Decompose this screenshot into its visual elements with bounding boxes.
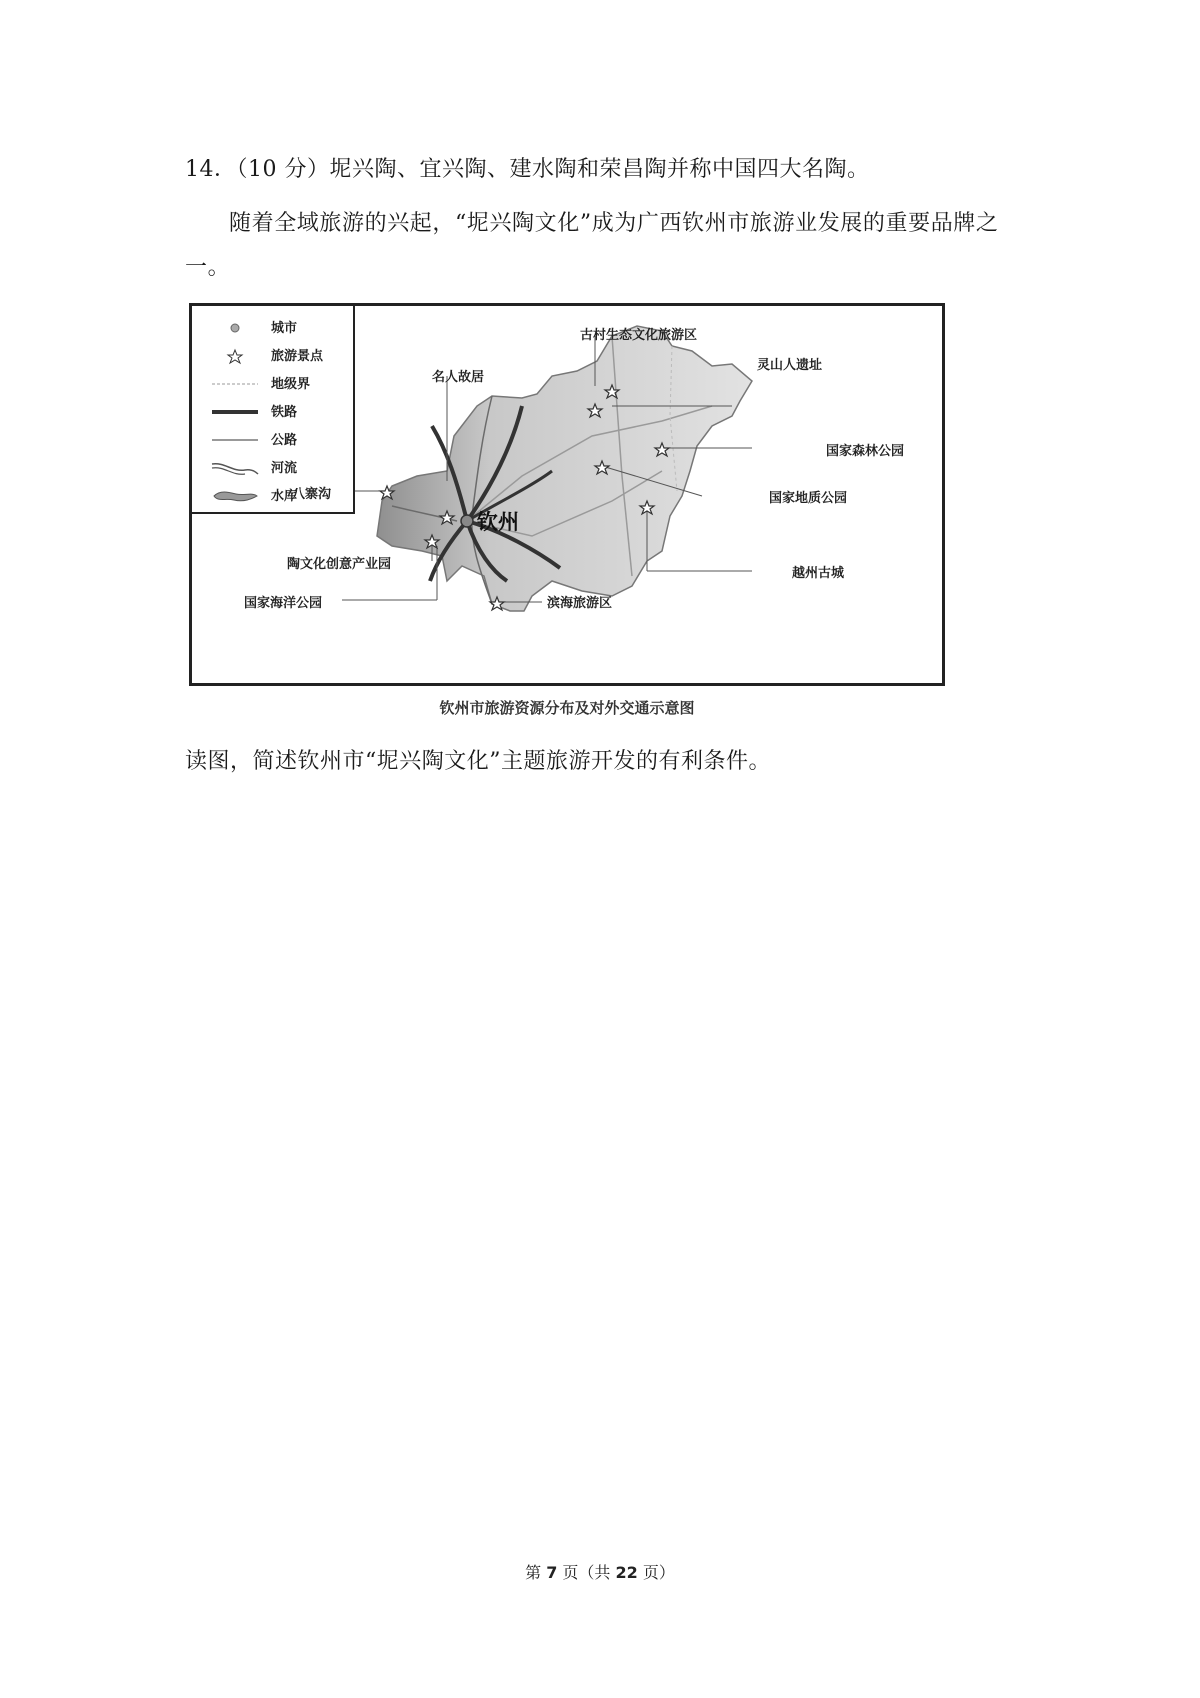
map-figure — [189, 303, 945, 686]
question-number: 14． — [185, 157, 237, 182]
question-intro-line — [185, 152, 870, 183]
legend-label: 河流 — [271, 461, 298, 476]
city-dot — [461, 515, 473, 527]
question-points: （10 分） — [236, 157, 330, 182]
legend-label: 水库 — [271, 489, 298, 504]
legend-item-railway — [192, 398, 352, 426]
context-paragraph: 随着全域旅游的兴起，“坭兴陶文化”成为广西钦州市旅游业发展的重要品牌之一。 — [185, 211, 999, 280]
city-label: 钦州 — [477, 510, 519, 534]
scenic-star-icon — [210, 344, 260, 368]
legend-item-scenic — [192, 342, 352, 370]
legend-item-river — [192, 454, 352, 482]
footer-suffix: 页） — [642, 1563, 675, 1582]
figure-caption: 钦州市旅游资源分布及对外交通示意图 — [439, 699, 695, 717]
question-prompt: 读图，简述钦州市“坭兴陶文化”主题旅游开发的有利条件。 — [185, 749, 771, 774]
legend-label: 公路 — [271, 433, 298, 448]
footer-prefix: 第 — [525, 1563, 542, 1582]
legend-item-highway — [192, 426, 352, 454]
legend-label: 城市 — [271, 321, 298, 336]
legend-item-city — [192, 314, 352, 342]
label-ancient-village: 古村生态文化旅游区 — [580, 328, 698, 343]
page-total: 22 — [615, 1563, 638, 1582]
label-pottery-park: 陶文化创意产业园 — [287, 557, 392, 572]
reservoir-shape-icon — [210, 484, 260, 508]
legend-label: 铁路 — [271, 405, 298, 420]
page-number: 7 — [546, 1563, 558, 1582]
boundary-line-icon — [210, 372, 260, 396]
label-coastal-area: 滨海旅游区 — [547, 596, 613, 611]
label-marine-park: 国家海洋公园 — [244, 596, 323, 611]
label-yuezhou-city: 越州古城 — [792, 566, 845, 581]
railway-line-icon — [210, 400, 260, 424]
legend-label: 地级界 — [271, 377, 311, 392]
legend-item-boundary — [192, 370, 352, 398]
page-footer — [0, 1560, 1200, 1583]
label-former-residence: 名人故居 — [432, 370, 485, 385]
label-bazhaigou: 八寨沟 — [292, 487, 332, 502]
label-geo-park: 国家地质公园 — [769, 491, 848, 506]
label-lingshan-ruins: 灵山人遗址 — [757, 358, 823, 373]
legend-label: 旅游景点 — [271, 349, 324, 364]
label-forest-park: 国家森林公园 — [826, 444, 905, 459]
city-dot-icon — [210, 316, 260, 340]
highway-line-icon — [210, 428, 260, 452]
question-intro: 坭兴陶、宜兴陶、建水陶和荣昌陶并称中国四大名陶。 — [329, 157, 870, 182]
footer-middle: 页（共 — [562, 1563, 611, 1582]
river-line-icon — [210, 456, 260, 480]
